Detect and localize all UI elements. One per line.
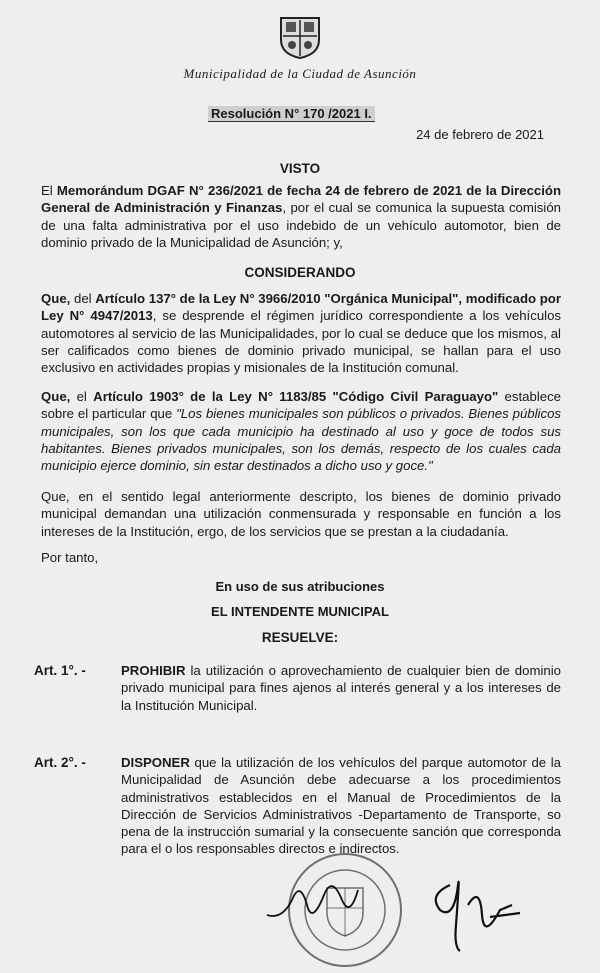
resolution-date: 24 de febrero de 2021	[416, 127, 544, 142]
considerando-heading: CONSIDERANDO	[244, 265, 356, 280]
article-2-label: Art. 2°. -	[34, 755, 86, 770]
signature-1-icon	[262, 860, 362, 940]
visto-paragraph: El Memorándum DGAF N° 236/2021 de fecha 24 de febrero de 2021 de la Dirección General de Administración y Finanzas, por el cual se comunica la supuesta comisión de una falta administrativa por el uso indebido de un vehículo automotor, bien de dominio privado de la Municipalidad de Asunción; y,	[41, 183, 562, 250]
article-1-label: Art. 1°. -	[34, 663, 86, 678]
signature-2-icon	[420, 865, 530, 955]
considerando-paragraph-1: Que, del Artículo 137° de la Ley N° 3966/2010 "Orgánica Municipal", modificado por Ley N° 4947/2013, se desprende el régimen jurídico correspondiente a los vehículos automotores al servicio de las Municipalidades, por lo cual se deduce que los mismos, al ser calificados como bienes de dominio privado municipal, se hallan para el uso exclusivo en actividades propias y misionales de la Institución comunal.	[41, 291, 562, 376]
municipality-name: Municipalidad de la Ciudad de Asunción	[183, 66, 417, 81]
resuelve-heading: RESUELVE:	[261, 630, 339, 645]
coat-of-arms-icon	[277, 14, 323, 60]
considerando-paragraph-2: Que, el Artículo 1903° de la Ley N° 1183/85 "Código Civil Paraguayo" establece sobre el particular que "Los bienes municipales son públicos o privados. Bienes públicos municipales, son los que cada municipio ha destinado al uso y goce de todos sus habitantes. Bienes privados municipales, son los demás, respecto de los cuales cada municipio ejerce dominio, sin estar destinados a dicho uso y goce."	[41, 389, 562, 474]
intendente-heading: EL INTENDENTE MUNICIPAL	[211, 604, 389, 619]
por-tanto: Por tanto,	[41, 550, 99, 565]
considerando-paragraph-3: Que, en el sentido legal anteriormente descripto, los bienes de dominio privado municipal demandan una utilización conmensurada y responsable en función a los intereses de la Institución, ergo, de los servicios que se prestan a la ciudadanía.	[41, 489, 561, 539]
article-2-body: DISPONER que la utilización de los vehículos del parque automotor de la Municipalidad de Asunción debe adecuarse a los procedimientos administrativos establecidos en el Manual de Procedimientos de la Dirección de Servicios Administrativos -Departamento de Transporte, so pena de la instrucción sumarial y la consecuente sanción que corresponda para el o los responsables directos e indirectos.	[121, 755, 561, 857]
resolution-number: Resolución N° 170 /2021 I.	[208, 106, 375, 122]
uso-atribuciones: En uso de sus atribuciones	[215, 579, 385, 594]
article-1-body: PROHIBIR la utilización o aprovechamiento de cualquier bien de dominio privado municipal para fines ajenos al interés general y a los intereses de la Institución Municipal.	[121, 663, 561, 713]
visto-heading: VISTO	[279, 161, 321, 176]
